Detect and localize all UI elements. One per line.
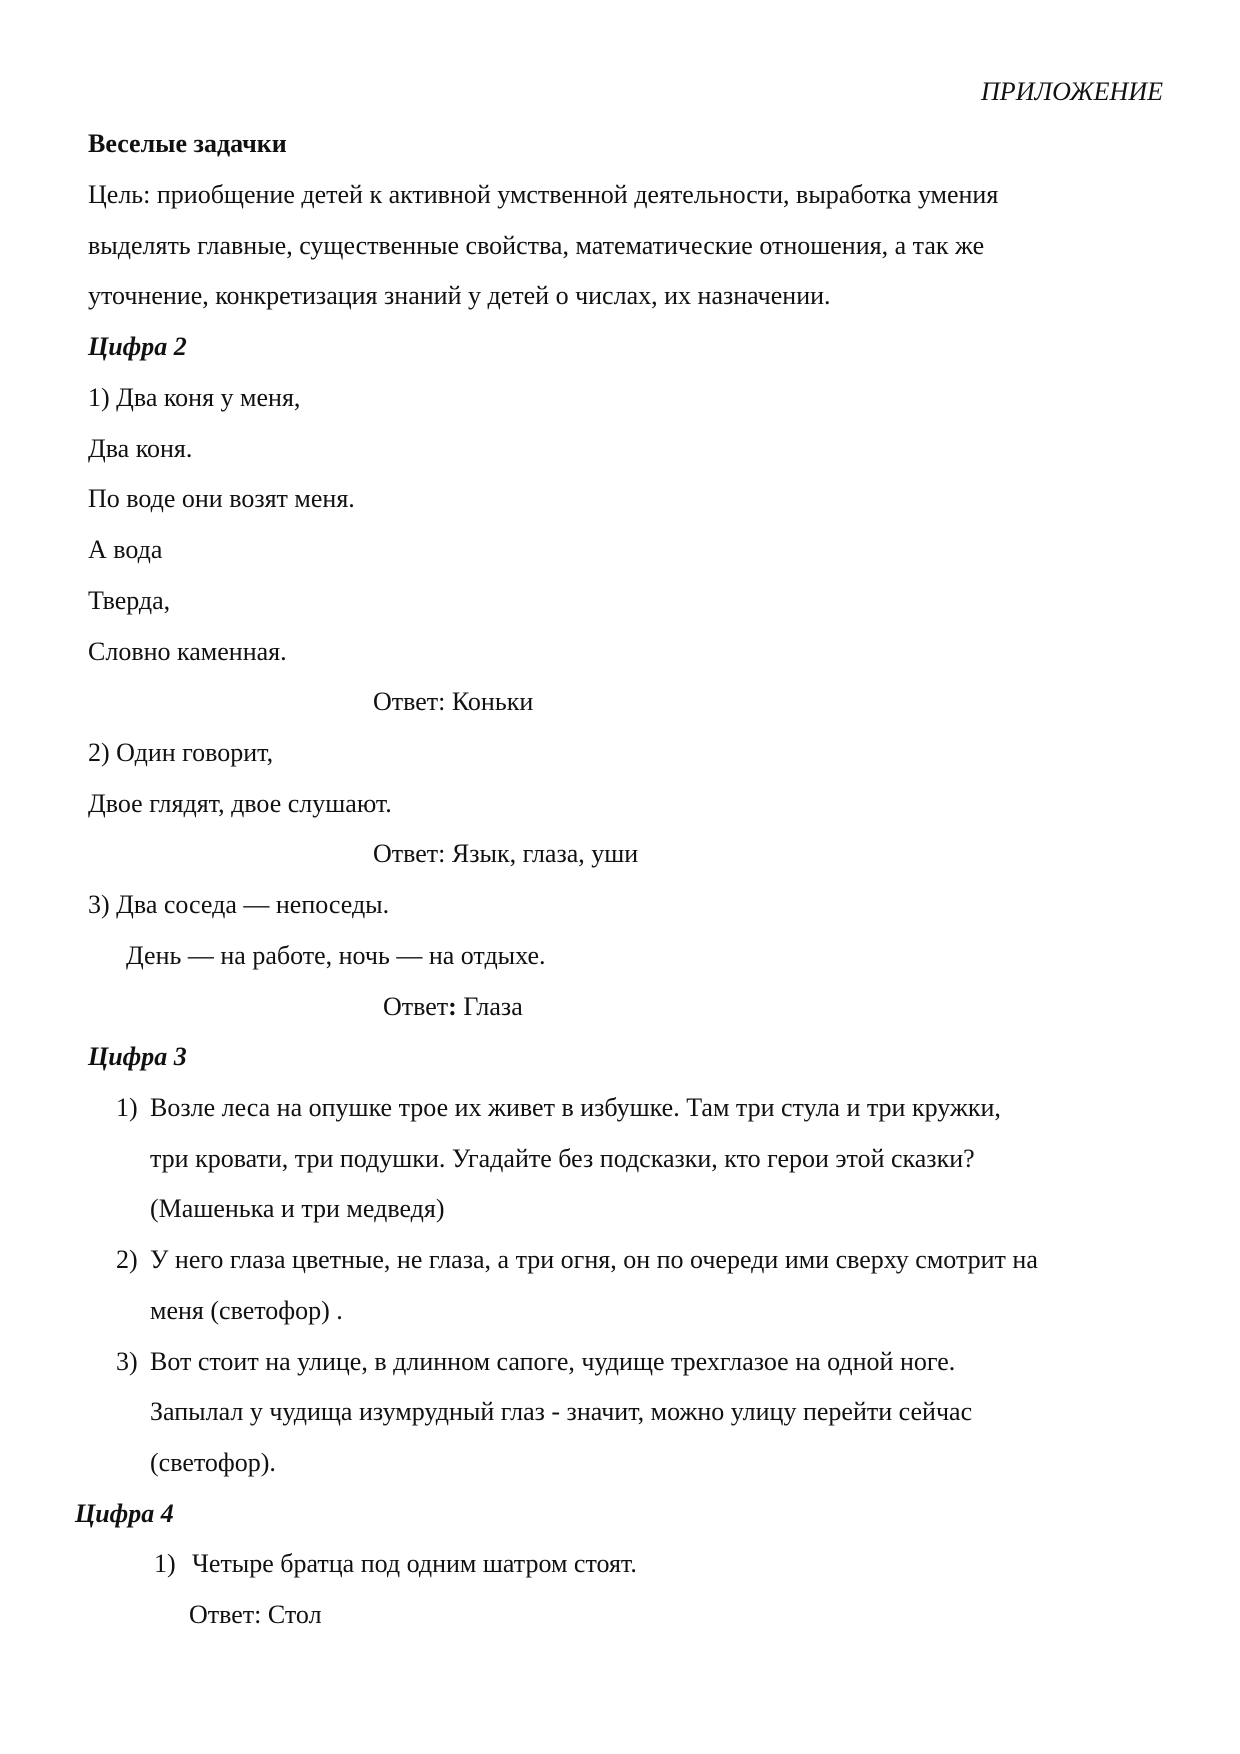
riddle-line: А вода [88, 535, 163, 564]
item-number: 1) [154, 1549, 176, 1578]
answer-label: Ответ [383, 992, 449, 1021]
riddle-line: 3) Два соседа — непоседы. [88, 890, 390, 919]
item-line: меня (светофор) . [150, 1296, 343, 1325]
riddle-line: День — на работе, ночь — на отдыхе. [126, 941, 546, 970]
riddle-line: Двое глядят, двое слушают. [88, 789, 392, 818]
goal-line: уточнение, конкретизация знаний у детей о числах, их назначении. [88, 281, 831, 310]
item-number: 2) [116, 1245, 138, 1274]
item-line: три кровати, три подушки. Угадайте без подсказки, кто герои этой сказки? [150, 1144, 975, 1173]
item-line: (Машенька и три медведя) [150, 1194, 445, 1223]
section-heading: Цифра 3 [88, 1042, 187, 1071]
answer: Ответ: Стол [189, 1600, 322, 1629]
item-number: 1) [116, 1093, 138, 1122]
answer-colon: : [448, 992, 457, 1021]
riddle-line: 1) Два коня у меня, [88, 383, 301, 412]
item-line: Запылал у чудища изумрудный глаз - значит, можно улицу перейти сейчас [150, 1397, 973, 1426]
riddle-line: 2) Один говорит, [88, 738, 274, 767]
goal-line: Цель: приобщение детей к активной умственной деятельности, выработка умения [88, 180, 999, 209]
answer [383, 992, 523, 1022]
answer-value: Глаза [456, 992, 523, 1021]
riddle-line: По воде они возят меня. [88, 484, 355, 513]
answer: Ответ: Коньки [373, 687, 534, 716]
riddle-line: Словно каменная. [88, 637, 287, 666]
section-heading: Цифра 4 [75, 1499, 174, 1528]
item-number: 3) [116, 1347, 138, 1376]
item-line: У него глаза цветные, не глаза, а три огня, он по очереди ими сверху смотрит на [150, 1245, 1038, 1274]
item-line: Вот стоит на улице, в длинном сапоге, чудище трехглазое на одной ноге. [150, 1347, 956, 1376]
riddle-line: Тверда, [88, 586, 171, 615]
page-title: Веселые задачки [88, 129, 287, 158]
section-heading: Цифра 2 [88, 332, 187, 361]
item-line: Четыре братца под одним шатром стоят. [192, 1549, 637, 1578]
riddle-line: Два коня. [88, 434, 193, 463]
item-line: Возле леса на опушке трое их живет в избушке. Там три стула и три кружки, [150, 1093, 1001, 1122]
item-line: (светофор). [150, 1448, 276, 1477]
goal-line: выделять главные, существенные свойства, математические отношения, а так же [88, 231, 985, 260]
answer: Ответ: Язык, глаза, уши [373, 839, 639, 868]
appendix-label: ПРИЛОЖЕНИЕ [981, 77, 1163, 106]
